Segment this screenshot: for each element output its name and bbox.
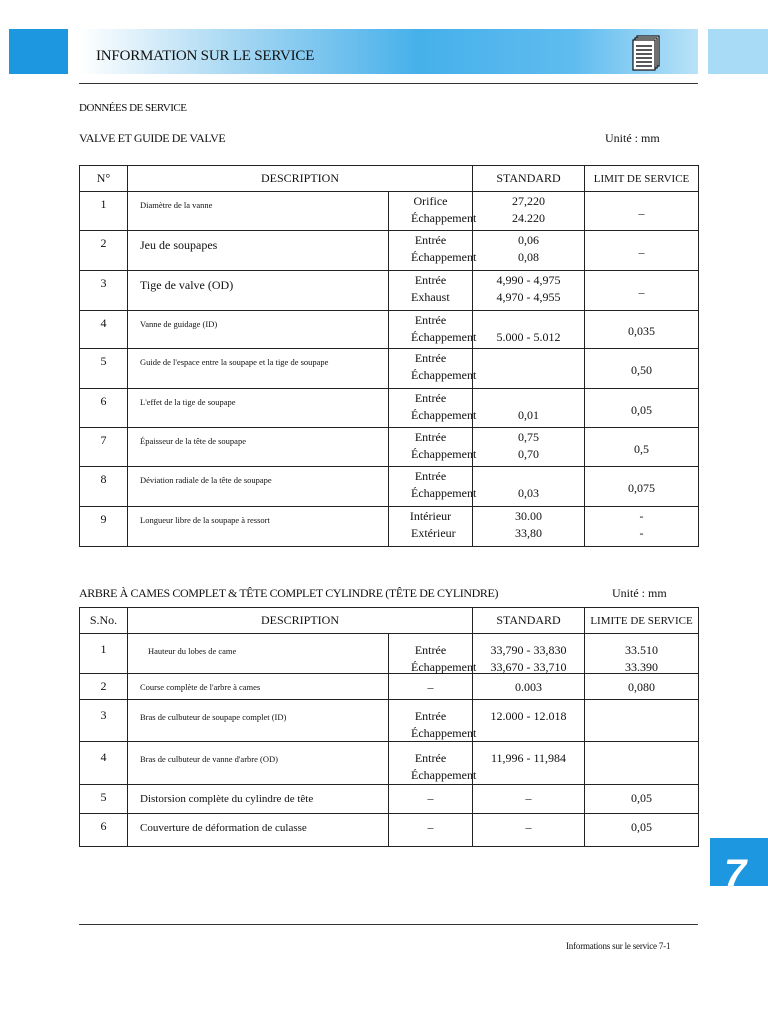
- port-primary: Entrée: [414, 430, 447, 444]
- row-port: [389, 389, 477, 428]
- page-title: INFORMATION SUR LE SERVICE: [96, 48, 315, 64]
- row-limit: [585, 231, 699, 271]
- description-text: Longueur libre de la soupape à ressort: [140, 515, 270, 525]
- row-port: [389, 192, 477, 231]
- col-header-standard: STANDARD: [473, 166, 585, 192]
- description-text: Bras de culbuteur de soupape complet (ID): [140, 712, 287, 722]
- row-limit: [585, 271, 699, 311]
- port-secondary: Échappement: [411, 211, 477, 225]
- port-primary: Entrée: [414, 313, 447, 327]
- row-number: 4: [80, 742, 128, 785]
- col-header-no: N°: [80, 166, 128, 192]
- port-primary: Entrée: [414, 469, 447, 483]
- row-description: [128, 634, 389, 674]
- port-primary: Entrée: [414, 709, 447, 723]
- standard-primary: 0.003: [515, 680, 543, 694]
- row-standard: [473, 634, 585, 674]
- header-left-block: [9, 29, 68, 74]
- row-limit: [585, 311, 699, 349]
- header-rule: [79, 83, 698, 84]
- standard-primary: 0,06: [518, 233, 540, 247]
- row-description: [128, 311, 389, 349]
- limit-primary: -: [639, 509, 644, 523]
- standard-secondary: 0,08: [518, 250, 540, 264]
- limit-value: 0,075: [628, 481, 656, 495]
- limit-value: 0,50: [631, 363, 653, 377]
- row-port: [389, 467, 477, 507]
- row-standard: [473, 231, 585, 271]
- table-row: [80, 231, 699, 271]
- row-description: [128, 507, 389, 547]
- limit-value: 0,5: [634, 441, 650, 456]
- port-primary: Entrée: [414, 751, 447, 765]
- row-port: [389, 674, 473, 700]
- limit-value: –: [638, 205, 645, 220]
- port-secondary: Échappement: [411, 368, 477, 382]
- row-port: [389, 785, 473, 814]
- row-limit: [585, 814, 699, 847]
- standard-secondary: 0,03: [518, 486, 540, 500]
- row-standard: [473, 192, 585, 231]
- table-row: [80, 785, 699, 814]
- header-right-block: [708, 29, 768, 74]
- row-description: [128, 814, 389, 847]
- description-text: Jeu de soupapes: [140, 238, 218, 252]
- footer-text: Informations sur le service 7-1: [566, 941, 671, 951]
- description-text: L'effet de la tige de soupape: [140, 397, 236, 407]
- row-standard: [473, 742, 585, 785]
- row-number: 5: [80, 785, 128, 814]
- table-row: [80, 467, 699, 507]
- row-description: [128, 231, 389, 271]
- port-secondary: Échappement: [411, 447, 477, 461]
- row-standard: [473, 311, 585, 349]
- row-port: [389, 271, 473, 311]
- standard-primary: –: [525, 820, 532, 834]
- row-description: [128, 428, 389, 467]
- row-description: [128, 785, 389, 814]
- limit-primary: 0,05: [631, 791, 653, 805]
- row-number: 2: [80, 231, 128, 271]
- row-description: [128, 389, 389, 428]
- chapter-number: 7: [724, 852, 747, 886]
- limit-value: 0,05: [631, 402, 653, 417]
- row-port: [389, 700, 477, 742]
- row-limit: [585, 349, 699, 389]
- row-port: [389, 349, 477, 389]
- row-number: 1: [80, 634, 128, 674]
- description-text: Distorsion complète du cylindre de tête: [140, 793, 314, 805]
- col-header-description: DESCRIPTION: [128, 608, 473, 634]
- limit-value: –: [638, 245, 645, 259]
- table-row: [80, 742, 699, 785]
- port-primary: Orifice: [413, 194, 448, 208]
- row-description: [128, 742, 389, 785]
- limit-primary: 0,05: [631, 820, 653, 834]
- description-text: Guide de l'espace entre la soupape et la tige de soupape: [140, 357, 329, 367]
- row-number: 9: [80, 507, 128, 547]
- port-secondary: Échappement: [411, 486, 477, 500]
- row-number: 3: [80, 271, 128, 311]
- description-text: Épaisseur de la tête de soupape: [140, 436, 246, 446]
- port-primary: Entrée: [414, 391, 447, 405]
- standard-primary: 4,990 - 4,975: [496, 273, 561, 287]
- port-secondary: Échappement: [411, 768, 477, 782]
- table-row: [80, 389, 699, 428]
- row-port: [389, 634, 477, 674]
- row-number: 3: [80, 700, 128, 742]
- row-description: [128, 192, 389, 231]
- document-stack-icon: [630, 35, 662, 71]
- col-header-limit: LIMIT DE SERVICE: [585, 166, 699, 192]
- standard-primary: 30.00: [515, 509, 543, 523]
- table-row: [80, 349, 699, 389]
- table-row: [80, 428, 699, 467]
- col-header-limit: LIMITE DE SERVICE: [585, 608, 699, 634]
- table2-title: ARBRE À CAMES COMPLET & TÊTE COMPLET CYLINDRE (TÊTE DE CYLINDRE): [79, 586, 499, 600]
- row-limit: [585, 700, 699, 742]
- row-number: 4: [80, 311, 128, 349]
- standard-secondary: 5.000 - 5.012: [496, 330, 561, 344]
- col-header-description: DESCRIPTION: [128, 166, 473, 192]
- description-text: Couverture de déformation de culasse: [140, 822, 307, 834]
- limit-value: 0,035: [628, 324, 656, 338]
- row-standard: [473, 467, 585, 507]
- row-limit: [585, 389, 699, 428]
- standard-secondary: 0,70: [518, 447, 540, 461]
- table1-title: VALVE ET GUIDE DE VALVE: [79, 131, 226, 145]
- row-standard: [473, 271, 585, 311]
- row-standard: [473, 700, 585, 742]
- row-limit: [585, 634, 699, 674]
- standard-primary: 12.000 - 12.018: [490, 709, 567, 723]
- table-row: [80, 814, 699, 847]
- description-text: Tige de valve (OD): [140, 278, 234, 292]
- row-limit: [585, 742, 699, 785]
- limit-primary: 0,080: [628, 680, 656, 694]
- row-standard: [473, 349, 585, 389]
- port-secondary: Extérieur: [411, 526, 456, 540]
- port-secondary: Échappement: [411, 330, 477, 344]
- table-row: [80, 634, 699, 674]
- row-number: 1: [80, 192, 128, 231]
- row-port: [389, 507, 473, 547]
- standard-primary: 27,220: [512, 194, 546, 208]
- standard-primary: 0,75: [518, 430, 540, 444]
- standard-primary: –: [525, 791, 532, 805]
- table-row: [80, 311, 699, 349]
- table2-unit: Unité : mm: [612, 586, 667, 600]
- port-secondary: Échappement: [411, 726, 477, 740]
- row-limit: [585, 192, 699, 231]
- table-row: [80, 674, 699, 700]
- limit-primary: 33.510: [625, 643, 659, 657]
- port-secondary: Échappement: [411, 250, 477, 264]
- port-primary: Intérieur: [409, 509, 452, 523]
- description-text: Course complète de l'arbre à cames: [140, 682, 261, 692]
- row-standard: [473, 507, 585, 547]
- table-row: [80, 700, 699, 742]
- camshaft-table: [79, 607, 699, 847]
- row-standard: [473, 814, 585, 847]
- description-text: Vanne de guidage (ID): [140, 319, 218, 329]
- port-primary: –: [427, 791, 434, 805]
- row-limit: [585, 467, 699, 507]
- description-text: Diamètre de la vanne: [140, 200, 213, 210]
- row-number: 2: [80, 674, 128, 700]
- standard-primary: 11,996 - 11,984: [490, 751, 567, 765]
- port-primary: –: [427, 820, 434, 834]
- standard-primary: 33,790 - 33,830: [490, 643, 567, 657]
- row-port: [389, 311, 477, 349]
- section-label: DONNÉES DE SERVICE: [79, 102, 187, 114]
- row-description: [128, 271, 389, 311]
- row-standard: [473, 785, 585, 814]
- table-row: [80, 271, 699, 311]
- row-limit: [585, 674, 699, 700]
- row-number: 6: [80, 814, 128, 847]
- port-primary: Entrée: [414, 273, 447, 287]
- row-limit: [585, 507, 699, 547]
- standard-secondary: 33,670 - 33,710: [490, 660, 567, 674]
- row-standard: [473, 428, 585, 467]
- row-description: [128, 467, 389, 507]
- row-port: [389, 231, 477, 271]
- description-text: Déviation radiale de la tête de soupape: [140, 475, 272, 485]
- table1-unit: Unité : mm: [605, 131, 660, 145]
- limit-secondary: 33.390: [625, 660, 659, 674]
- row-number: 7: [80, 428, 128, 467]
- limit-value: –: [638, 285, 645, 299]
- standard-secondary: 4,970 - 4,955: [496, 290, 561, 304]
- port-secondary: Exhaust: [411, 290, 450, 304]
- row-port: [389, 814, 473, 847]
- standard-secondary: 24.220: [512, 211, 546, 225]
- col-header-no: S.No.: [80, 608, 128, 634]
- row-limit: [585, 785, 699, 814]
- limit-secondary: -: [639, 526, 644, 540]
- chapter-tab: [710, 838, 768, 886]
- row-number: 6: [80, 389, 128, 428]
- port-primary: Entrée: [414, 233, 447, 247]
- row-standard: [473, 389, 585, 428]
- table-row: [80, 507, 699, 547]
- description-text: Hauteur du lobes de came: [148, 646, 237, 656]
- row-limit: [585, 428, 699, 467]
- row-number: 8: [80, 467, 128, 507]
- row-description: [128, 349, 389, 389]
- port-primary: –: [427, 680, 434, 694]
- row-port: [389, 742, 477, 785]
- standard-secondary: 33,80: [515, 526, 543, 540]
- port-primary: Entrée: [414, 643, 447, 657]
- row-standard: [473, 674, 585, 700]
- row-description: [128, 700, 389, 742]
- row-description: [128, 674, 389, 700]
- description-text: Bras de culbuteur de vanne d'arbre (OD): [140, 754, 278, 764]
- col-header-standard: STANDARD: [473, 608, 585, 634]
- port-primary: Entrée: [414, 351, 447, 365]
- port-secondary: Échappement: [411, 660, 477, 674]
- row-port: [389, 428, 477, 467]
- valve-table: [79, 165, 699, 547]
- port-secondary: Échappement: [411, 408, 477, 422]
- row-number: 5: [80, 349, 128, 389]
- footer-rule: [79, 924, 698, 925]
- table-row: [80, 192, 699, 231]
- standard-secondary: 0,01: [518, 408, 540, 422]
